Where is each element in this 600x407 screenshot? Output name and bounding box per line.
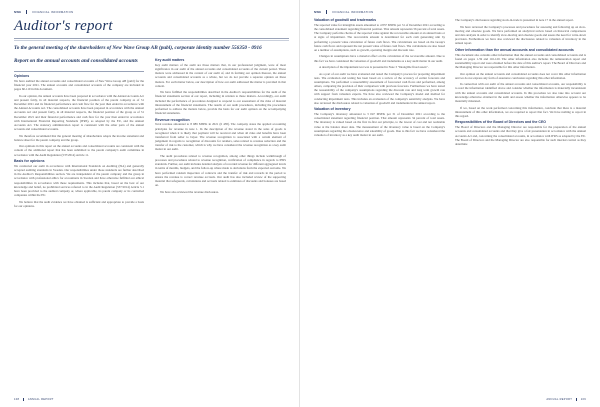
body-paragraph: This document also contains other information than the annual accounts and consolidated accounts and is found on pages 1-59 and 116-120. The other information also includes the remuneration report and sustainability report and were obtained before the date of this auditor's report. The Board of Directors and the Managing Director are responsible for this other information. [455,52,586,70]
body-paragraph: We conducted our audit in accordance with International Standards on Auditing (ISA) and generally accepted auditing standards in Sweden. Our responsibilities under those standards are further described in the Auditor's Responsibilities section. We are independent of the parent company and the group in accordance with professional ethics for accountants in Sweden and have otherwise fulfilled our ethical responsibilities in accordance with these requirements. This includes that, based on the best of our knowledge and belief, no prohibited services referred to in the Audit Regulation (537/2014) Article 5.1 have been provided to the audited company or, where applicable, its parent company or its controlled companies within the EU. [14,164,144,198]
section-heading: Basis for opinions [14,159,45,164]
report-addressee: To the general meeting of the shareholders of New Wave Group AB (publ), corporate identity number 556350 - 0916 [14,45,262,51]
page-number: 108 [14,397,20,401]
header-divider [26,10,27,14]
body-paragraph: Changes in assumptions have a material effect on the calculation of the recoverable amount. Due to this fact we have considered the valuation of goodwill and trademarks as a key audit matter in our audit. [314,54,445,63]
section-heading: Other information than the annual accounts and consolidated accounts [455,47,574,52]
body-paragraph: Key audit matters of the audit are those matters that, in our professional judgment, were of most significance in our audit of the annual accounts and consolidated accounts of the current period. These matters were addressed in the context of our audit of, and in forming our opinion thereon, the annual accounts and consolidated accounts as a whole, but we do not provide a separate opinion on these matters. For each matter below, our description of how our audit addressed the matter is provided in that context. [155,62,286,88]
body-paragraph: The Board of Directors and the Managing Director are responsible for the preparation of the annual accounts and consolidated accounts and that they give a fair presentation in accordance with the Annual Accounts Act and, concerning the consolidated accounts, in accordance with IFRS as adopted by the EU. The Board of Directors and the Managing Director are also responsible for such internal control as they determine [455,125,586,146]
page-footer [546,398,586,401]
section-label: FINANCIAL INFORMATION [332,10,374,14]
page-footer [14,398,54,401]
body-paragraph: The Company's disclosures regarding stock-in-trade is presented in note 17 in the annual report. [455,18,574,22]
body-paragraph: The reported value for intangible assets amounted to 4 837 MSEK per 31 of December 2021 according to the consolidated statement regarding financial position. That amount represents 56 percent of total assets. The Company performs checks of the reported value against the recoverable amount at an annual basis or at signs of impairment. The recoverable amount is determined for each cash generating unit by performing a present value calculation of future cash flows. The calculations are based on the Group's future cash flows and represent the net present value of future cash flows. The calculations are also based on a number of assumptions, such as growth, operating margin and discount rate. [314,22,445,52]
left-column-1 [14,74,144,210]
body-paragraph: We have also reviewed the revenue disclosures. [160,189,219,194]
body-paragraph: A description of the impairment test was is presented in Note 3 "Intangible fixed assets". [319,65,429,70]
footer-divider [576,398,577,401]
right-column-2 [455,18,586,148]
title-rule [14,38,289,39]
company-logo: NWE [14,10,22,14]
body-paragraph: In our opinion, the annual accounts have been prepared in accordance with the Annual Accounts Act and present fairly, in all material respects, the financial position of the parent company as of 31 December 2021 and its financial performance and cash flow for the year then ended in accordance with the Annual Accounts Act. The consolidated accounts have been prepared in accordance with the Annual Accounts Act and present fairly, in all material respects, the financial position of the group as of 31 December 2021 and their financial performance and cash flow for the year then ended in accordance with International Financial Reporting Standards (IFRS), as adopted by the EU, and the Annual Accounts Act. The statutory administration report is consistent with the other parts of the annual accounts and consolidated accounts. [14,93,144,131]
page-title: Auditor's report [14,18,113,34]
body-paragraph: The Company's inventory amounted to 3 047 MSEK per 31 of December 2021 according to the consolidated statement regarding financial position. That amount represents 34 percent of total assets. The inventory is valued based on the first in-first out principle, to the lowest of cost and net realizable value at the balance sheet date. The measurement of the inventory value is based on the Company's assumptions regarding the obsolescence and saleability of goods. Due to this fact we have considered the valuation of inventory as a key audit matter in our audit. [314,112,445,137]
body-paragraph: Total revenue amounted to 8 989 MSEK in 2021 (6 438). The company states the applied accounting principles for revenue in note 1. In the description of the revenue stated in the sales of goods is recognized when it is likely that payment will be received and when all risks and benefits have been transferred from seller to buyer. The revenue recognition is associated with a certain element of judgement in regards to recognition of discounts for retailers, sales related to revenue reduction and the transfer of risk to the customer, which is why we have considered the revenue recognition as a key audit matter in our audit. [155,122,286,152]
section-heading: Revenue recognition [155,117,190,122]
page-header [14,10,73,14]
page-number: 109 [580,397,586,401]
body-paragraph: Our opinion on the annual accounts and consolidated accounts does not cover this other information and we do not express any form of assurance conclusion regarding this other information. [455,71,586,80]
section-heading: Valuation of goodwill and trademarks [314,18,377,22]
section-heading: Opinions [14,74,30,78]
section-heading: Responsibilities of the Board of Directors and the CEO [455,120,547,125]
footer-label: ANNUAL REPORT [546,397,573,401]
header-divider [326,10,327,14]
footer-divider [23,398,24,401]
section-heading: Key audit matters [155,58,185,62]
body-paragraph: The audit procedures related to revenue recognition, among other things include walkthrough of processes and procedures related to revenue recognition, verification of compliance in regards to IFRS standards. Further, our audit includes detailed analysis of recorded revenue for different aggregated levels in terms of months, budgets, and the follow-up where made to deviations from the expected outcome. We have performed random inspection of contracts and the transfer of risk and rewards in the period to ensure the revenue is correct revenue accruals. Our audit has also included review of the supporting material that safeguards, calculations and accruals related to estimates of discounts and bonuses are based on. [155,153,286,188]
body-paragraph: We have fulfilled the responsibilities described in the Auditor's responsibilities for the audit of the financial statements section of our report, including in relation to these matters. Accordingly, our audit included the performance of procedures designed to respond to our assessment of the risks of material misstatement of the financial statements. The results of our audit procedures, including the procedures performed to address the matters below, provide the basis for our audit opinion on the accompanying financial statements. [155,90,286,115]
left-column-2 [155,58,286,196]
right-page [300,0,600,407]
body-paragraph: As a part of our audit we have evaluated and tested the Company's process for preparing impairment tests. The evaluation and testing has been based on a review of the accuracy of earlier forecasts and assumptions. We performed a reasonability assessment of forecasted cash flows and performed, among others, comparing the precision of their comparison with previous forecasts. Furthermore we have tested the reasonability of the company's assumptions regarding the discount rate and long term growth rate with support from valuation experts. We have also reviewed the Company's model and method for conducting impairment tests. This includes an evaluation of the company's sensitivity analysis. We have also reviewed the disclosures related to valuation of goodwill and trademarks in the annual report. [314,71,445,105]
body-paragraph: We have audited the annual accounts and consolidated accounts of New Wave Group AB (publ) for the financial year 2021. The annual accounts and consolidated accounts of the company are included in pages 60-110 in this document. [14,78,144,92]
footer-label: ANNUAL REPORT [27,397,54,401]
section-heading: Valuation of inventory [314,107,351,112]
right-column-1 [314,18,445,139]
body-paragraph: We believe that the audit evidence we have obtained is sufficient and appropriate to provide a basis for our opinions. [14,199,144,208]
company-logo: NWE [314,10,322,14]
report-subheading: Report on the annual accounts and consolidated accounts [14,58,138,64]
body-paragraph: If we, based on the work performed concerning this information, conclude that there is a material misstatement of this other information, we are required to report that fact. We have nothing to report in this regard. [455,105,586,118]
body-paragraph: In connection with our audit of the annual accounts and consolidated accounts, our responsibility is to read the information identified above and consider whether the information is materially inconsistent with the annual accounts and consolidated accounts. In this procedure we also take into account our knowledge otherwise obtained in the audit and assess whether the information otherwise appears to be materially misstated. [455,82,586,103]
body-paragraph: We therefore recommend that the general meeting of shareholders adopts the income statement and balance sheet for the parent company and the group. [14,133,144,142]
section-label: FINANCIAL INFORMATION [32,10,74,14]
body-paragraph: Our opinions in this report on the annual accounts and consolidated accounts are consistent with the content of the additional report that has been submitted to the parent company's audit committee in accordance with the Audit Regulation (537/2014) Article 11. [14,144,144,157]
page-header [314,10,373,14]
body-paragraph: We have reviewed the Company's processes and procedures for assessing and following up on slow-moving and obsolete goods. We have performed an analytical review based on historical comparisons and data analysis in order to identify slow-moving and obsolete goods and assess the need for write-down provision. Furthermore we have also reviewed the disclosures related to valuation of inventory in the annual report. [455,24,586,46]
